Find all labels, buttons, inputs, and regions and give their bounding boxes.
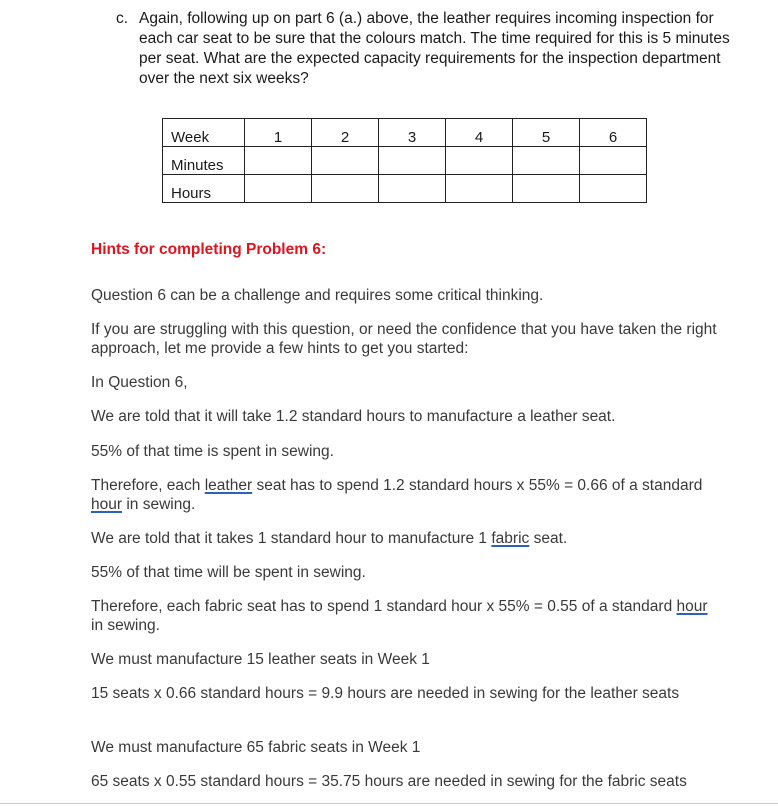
p7-text-c: seat. bbox=[529, 530, 568, 547]
hours-week-2-cell[interactable] bbox=[312, 175, 379, 203]
minutes-week-5-cell[interactable] bbox=[513, 147, 580, 175]
hours-week-3-cell[interactable] bbox=[379, 175, 446, 203]
hint-paragraph-13: 65 seats x 0.55 standard hours = 35.75 hours are needed in sewing for the fabric seats bbox=[91, 773, 687, 790]
hint-paragraph-8: 55% of that time will be spent in sewing. bbox=[91, 564, 366, 581]
page-bottom-edge bbox=[0, 803, 778, 804]
minutes-week-2-cell[interactable] bbox=[312, 147, 379, 175]
p9-text-c: in sewing. bbox=[91, 617, 160, 634]
p9-text-a: Therefore, each fabric seat has to spend 1 standard hour x 55% = 0.55 of a standard bbox=[91, 598, 677, 615]
hint-paragraph-4: We are told that it will take 1.2 standard hours to manufacture a leather seat. bbox=[91, 408, 616, 425]
hint-paragraph-1: Question 6 can be a challenge and requires some critical thinking. bbox=[91, 287, 544, 304]
hint-paragraph-11: 15 seats x 0.66 standard hours = 9.9 hours are needed in sewing for the leather seats bbox=[91, 685, 680, 702]
week-3-header: 3 bbox=[379, 119, 446, 147]
week-4-header: 4 bbox=[446, 119, 513, 147]
fabric-spellcheck-word[interactable]: fabric bbox=[491, 530, 530, 547]
hints-heading: Hints for completing Problem 6: bbox=[91, 241, 327, 258]
hint-paragraph-6 bbox=[91, 476, 721, 514]
hint-paragraph-3: In Question 6, bbox=[91, 374, 188, 391]
minutes-week-1-cell[interactable] bbox=[245, 147, 312, 175]
week-1-header: 1 bbox=[245, 119, 312, 147]
hint-paragraph-2: If you are struggling with this question, or need the confidence that you have taken the right approach, let me provide a few hints to get you started: bbox=[91, 321, 717, 357]
question-c bbox=[116, 9, 736, 89]
question-label: c. bbox=[116, 10, 129, 27]
leather-spellcheck-word[interactable]: leather bbox=[204, 477, 253, 494]
row-header-hours: Hours bbox=[163, 175, 245, 203]
hours-week-6-cell[interactable] bbox=[580, 175, 647, 203]
p6-text-c: seat has to spend 1.2 standard hours x 55% = 0.66 of a standard bbox=[252, 477, 703, 494]
question-text: Again, following up on part 6 (a.) above, the leather requires incoming inspection for each car seat to be sure that the colours match. The time required for this is 5 minutes per seat. What are the expected capacity requirements for the inspection department over the next six weeks? bbox=[139, 10, 730, 87]
hint-paragraph-12: We must manufacture 65 fabric seats in Week 1 bbox=[91, 739, 421, 756]
hint-paragraph-5: 55% of that time is spent in sewing. bbox=[91, 443, 334, 460]
hint-paragraph-10: We must manufacture 15 leather seats in Week 1 bbox=[91, 651, 430, 668]
table-row-minutes bbox=[163, 147, 647, 175]
row-header-minutes: Minutes bbox=[163, 147, 245, 175]
table-row-hours bbox=[163, 175, 647, 203]
hour-spellcheck-word-2[interactable]: hour bbox=[676, 598, 708, 615]
hours-week-5-cell[interactable] bbox=[513, 175, 580, 203]
p6-text-a: Therefore, each bbox=[91, 477, 205, 494]
p7-text-a: We are told that it takes 1 standard hour to manufacture 1 bbox=[91, 530, 492, 547]
p6-text-e: in sewing. bbox=[122, 496, 196, 513]
capacity-table bbox=[162, 118, 647, 203]
table-row-week bbox=[163, 119, 647, 147]
hour-spellcheck-word[interactable]: hour bbox=[91, 496, 123, 513]
week-6-header: 6 bbox=[580, 119, 647, 147]
minutes-week-6-cell[interactable] bbox=[580, 147, 647, 175]
hours-week-1-cell[interactable] bbox=[245, 175, 312, 203]
row-header-week: Week bbox=[163, 119, 245, 147]
hint-paragraph-9 bbox=[91, 597, 721, 635]
week-2-header: 2 bbox=[312, 119, 379, 147]
week-5-header: 5 bbox=[513, 119, 580, 147]
minutes-week-3-cell[interactable] bbox=[379, 147, 446, 175]
minutes-week-4-cell[interactable] bbox=[446, 147, 513, 175]
hint-paragraph-7 bbox=[91, 529, 721, 548]
hours-week-4-cell[interactable] bbox=[446, 175, 513, 203]
